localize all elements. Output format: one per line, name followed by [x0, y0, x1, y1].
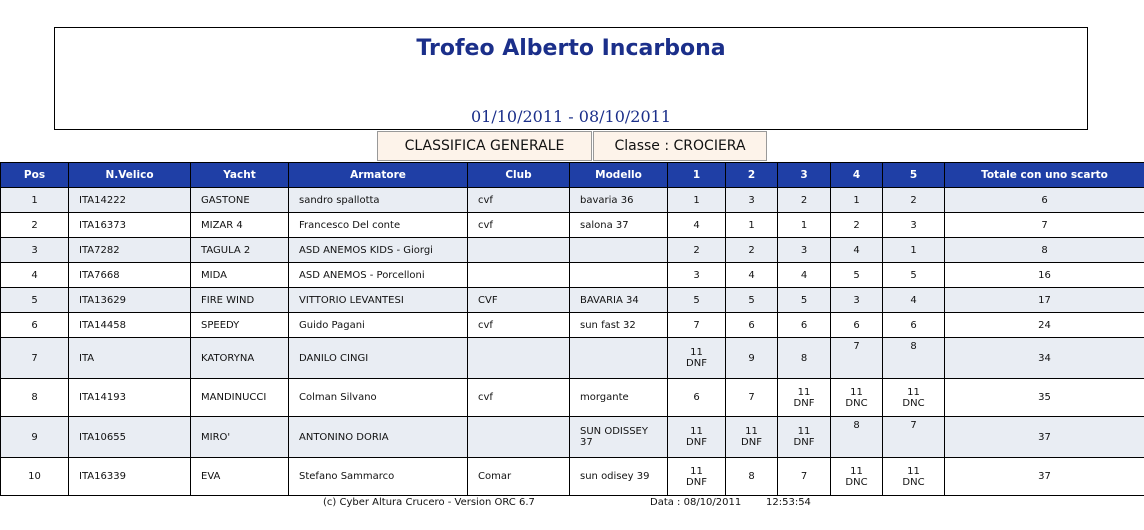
cell-modello: bavaria 36 — [570, 188, 668, 213]
cell-velico: ITA10655 — [69, 417, 191, 458]
footer-date: Data : 08/10/2011 — [650, 497, 742, 508]
col-header-yacht: Yacht — [191, 163, 289, 188]
table-row — [1, 238, 1144, 263]
col-header-race-2: 2 — [726, 163, 778, 188]
cell-r1: 11 DNF — [668, 338, 726, 379]
cell-modello — [570, 263, 668, 288]
cell-modello: salona 37 — [570, 213, 668, 238]
col-header-race-5: 5 — [883, 163, 945, 188]
cell-r3: 5 — [778, 288, 831, 313]
cell-yacht: MIDA — [191, 263, 289, 288]
col-header-velico: N.Velico — [69, 163, 191, 188]
cell-modello: SUN ODISSEY 37 — [570, 417, 668, 458]
cell-modello: sun odisey 39 — [570, 458, 668, 496]
event-header — [54, 27, 1088, 130]
cell-pos: 7 — [1, 338, 69, 379]
cell-r1: 11 DNF — [668, 458, 726, 496]
cell-armatore: DANILO CINGI — [289, 338, 468, 379]
cell-totale: 34 — [945, 338, 1144, 379]
cell-pos: 4 — [1, 263, 69, 288]
cell-velico: ITA — [69, 338, 191, 379]
cell-club: cvf — [468, 379, 570, 417]
col-header-modello: Modello — [570, 163, 668, 188]
cell-club: CVF — [468, 288, 570, 313]
cell-r3: 1 — [778, 213, 831, 238]
cell-r2: 9 — [726, 338, 778, 379]
cell-r3: 3 — [778, 238, 831, 263]
cell-velico: ITA16373 — [69, 213, 191, 238]
cell-r4: 7 — [831, 338, 883, 379]
table-row — [1, 188, 1144, 213]
cell-r2: 8 — [726, 458, 778, 496]
cell-yacht: GASTONE — [191, 188, 289, 213]
cell-r1: 4 — [668, 213, 726, 238]
cell-modello: BAVARIA 34 — [570, 288, 668, 313]
cell-r5: 7 — [883, 417, 945, 458]
cell-pos: 9 — [1, 417, 69, 458]
cell-pos: 6 — [1, 313, 69, 338]
table-row — [1, 379, 1144, 417]
cell-velico: ITA16339 — [69, 458, 191, 496]
cell-r2: 11 DNF — [726, 417, 778, 458]
cell-r4: 5 — [831, 263, 883, 288]
cell-r3: 11 DNF — [778, 379, 831, 417]
cell-r3: 2 — [778, 188, 831, 213]
cell-totale: 16 — [945, 263, 1144, 288]
cell-pos: 5 — [1, 288, 69, 313]
cell-club — [468, 338, 570, 379]
cell-r1: 6 — [668, 379, 726, 417]
cell-armatore: Francesco Del conte — [289, 213, 468, 238]
cell-r4: 3 — [831, 288, 883, 313]
cell-club — [468, 263, 570, 288]
cell-yacht: FIRE WIND — [191, 288, 289, 313]
cell-r5: 1 — [883, 238, 945, 263]
cell-r4: 2 — [831, 213, 883, 238]
cell-totale: 24 — [945, 313, 1144, 338]
cell-yacht: TAGULA 2 — [191, 238, 289, 263]
cell-r3: 4 — [778, 263, 831, 288]
table-row — [1, 338, 1144, 379]
cell-modello: morgante — [570, 379, 668, 417]
cell-totale: 6 — [945, 188, 1144, 213]
cell-r5: 8 — [883, 338, 945, 379]
cell-totale: 8 — [945, 238, 1144, 263]
cell-yacht: KATORYNA — [191, 338, 289, 379]
cell-totale: 37 — [945, 458, 1144, 496]
cell-pos: 2 — [1, 213, 69, 238]
cell-r1: 5 — [668, 288, 726, 313]
cell-armatore: Colman Silvano — [289, 379, 468, 417]
event-dates: 01/10/2011 - 08/10/2011 — [470, 107, 671, 126]
footer-time: 12:53:54 — [766, 497, 811, 508]
cell-yacht: SPEEDY — [191, 313, 289, 338]
cell-velico: ITA7282 — [69, 238, 191, 263]
cell-armatore: VITTORIO LEVANTESI — [289, 288, 468, 313]
cell-r4: 8 — [831, 417, 883, 458]
cell-club: Comar — [468, 458, 570, 496]
cell-r2: 7 — [726, 379, 778, 417]
class-label: Classe : CROCIERA — [593, 131, 767, 161]
cell-club: cvf — [468, 213, 570, 238]
cell-club — [468, 238, 570, 263]
cell-velico: ITA14222 — [69, 188, 191, 213]
cell-yacht: EVA — [191, 458, 289, 496]
col-header-race-4: 4 — [831, 163, 883, 188]
cell-pos: 8 — [1, 379, 69, 417]
cell-r2: 4 — [726, 263, 778, 288]
cell-pos: 3 — [1, 238, 69, 263]
cell-r2: 1 — [726, 213, 778, 238]
cell-r1: 3 — [668, 263, 726, 288]
table-row — [1, 213, 1144, 238]
table-row — [1, 288, 1144, 313]
cell-armatore: ANTONINO DORIA — [289, 417, 468, 458]
cell-r2: 6 — [726, 313, 778, 338]
event-title: Trofeo Alberto Incarbona — [416, 36, 726, 61]
results-table — [0, 162, 1144, 496]
cell-armatore: sandro spallotta — [289, 188, 468, 213]
cell-velico: ITA14458 — [69, 313, 191, 338]
cell-totale: 35 — [945, 379, 1144, 417]
cell-r1: 7 — [668, 313, 726, 338]
cell-club: cvf — [468, 188, 570, 213]
cell-armatore: Stefano Sammarco — [289, 458, 468, 496]
cell-velico: ITA7668 — [69, 263, 191, 288]
cell-r5: 6 — [883, 313, 945, 338]
cell-r2: 3 — [726, 188, 778, 213]
cell-r4: 11 DNC — [831, 458, 883, 496]
table-row — [1, 263, 1144, 288]
cell-r4: 6 — [831, 313, 883, 338]
cell-yacht: MIRO' — [191, 417, 289, 458]
col-header-totale: Totale con uno scarto — [945, 163, 1144, 188]
cell-r2: 2 — [726, 238, 778, 263]
cell-yacht: MIZAR 4 — [191, 213, 289, 238]
table-row — [1, 313, 1144, 338]
col-header-club: Club — [468, 163, 570, 188]
col-header-pos: Pos — [1, 163, 69, 188]
cell-r3: 11 DNF — [778, 417, 831, 458]
cell-r4: 11 DNC — [831, 379, 883, 417]
cell-armatore: ASD ANEMOS - Porcelloni — [289, 263, 468, 288]
table-row — [1, 417, 1144, 458]
cell-r3: 7 — [778, 458, 831, 496]
cell-r3: 6 — [778, 313, 831, 338]
cell-pos: 1 — [1, 188, 69, 213]
cell-totale: 17 — [945, 288, 1144, 313]
cell-modello — [570, 238, 668, 263]
cell-r1: 1 — [668, 188, 726, 213]
classification-label: CLASSIFICA GENERALE — [377, 131, 592, 161]
cell-yacht: MANDINUCCI — [191, 379, 289, 417]
cell-r5: 5 — [883, 263, 945, 288]
cell-pos: 10 — [1, 458, 69, 496]
col-header-race-1: 1 — [668, 163, 726, 188]
footer-credit: (c) Cyber Altura Crucero - Version ORC 6.7 — [323, 497, 535, 508]
cell-armatore: Guido Pagani — [289, 313, 468, 338]
cell-r4: 1 — [831, 188, 883, 213]
cell-totale: 7 — [945, 213, 1144, 238]
cell-armatore: ASD ANEMOS KIDS - Giorgi — [289, 238, 468, 263]
cell-r4: 4 — [831, 238, 883, 263]
cell-r5: 11 DNC — [883, 458, 945, 496]
cell-r2: 5 — [726, 288, 778, 313]
col-header-armatore: Armatore — [289, 163, 468, 188]
cell-r5: 3 — [883, 213, 945, 238]
cell-club: cvf — [468, 313, 570, 338]
table-row — [1, 458, 1144, 496]
cell-r3: 8 — [778, 338, 831, 379]
cell-modello: sun fast 32 — [570, 313, 668, 338]
cell-r1: 2 — [668, 238, 726, 263]
cell-velico: ITA13629 — [69, 288, 191, 313]
cell-modello — [570, 338, 668, 379]
col-header-race-3: 3 — [778, 163, 831, 188]
table-header-row — [1, 163, 1144, 188]
cell-r5: 11 DNC — [883, 379, 945, 417]
cell-r5: 2 — [883, 188, 945, 213]
cell-club — [468, 417, 570, 458]
cell-velico: ITA14193 — [69, 379, 191, 417]
cell-r1: 11 DNF — [668, 417, 726, 458]
cell-r5: 4 — [883, 288, 945, 313]
cell-totale: 37 — [945, 417, 1144, 458]
